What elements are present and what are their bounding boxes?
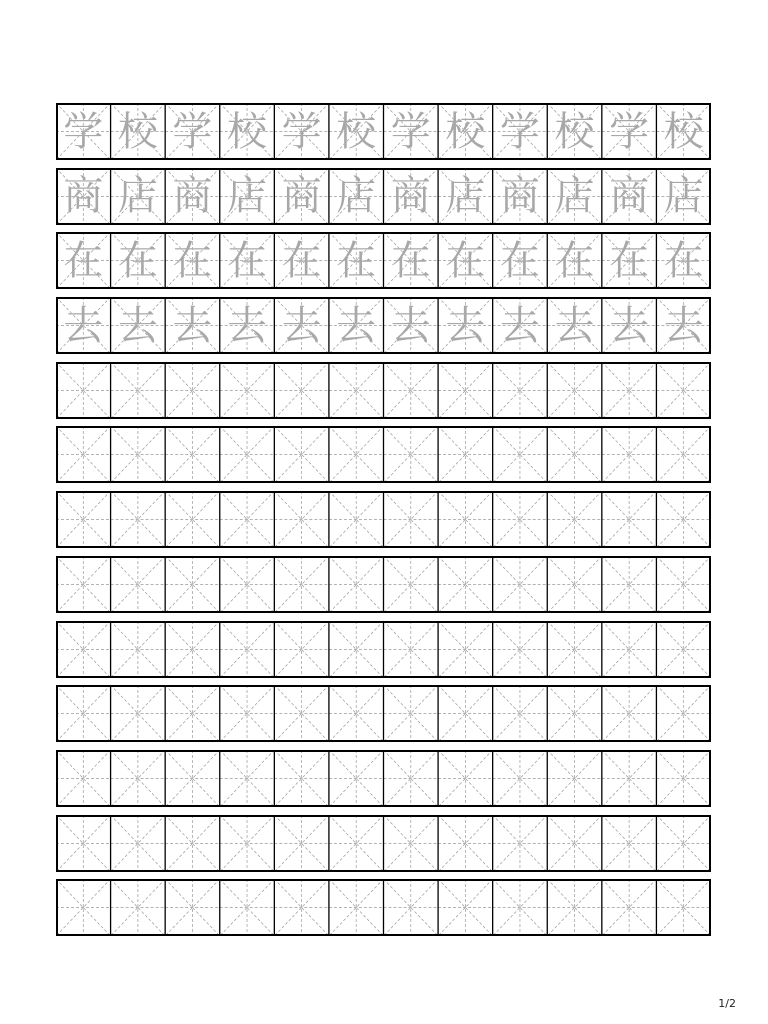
tracing-character: 学 — [281, 108, 322, 155]
tracing-character: 在 — [609, 237, 650, 284]
grid-row-lines — [56, 815, 711, 872]
grid-row — [56, 621, 711, 678]
tracing-character: 校 — [554, 108, 595, 155]
tracing-character: 在 — [63, 237, 104, 284]
grid-row — [56, 103, 711, 160]
grid-row-lines — [56, 879, 711, 936]
tracing-character: 店 — [336, 173, 377, 220]
tracing-character: 学 — [499, 108, 540, 155]
tracing-character: 去 — [445, 302, 486, 349]
tracing-character: 去 — [117, 302, 158, 349]
grid-row — [56, 491, 711, 548]
tracing-character: 商 — [609, 173, 650, 220]
grid-row-lines — [56, 426, 711, 483]
grid-row — [56, 168, 711, 225]
tracing-character: 商 — [63, 173, 104, 220]
tracing-character: 校 — [445, 108, 486, 155]
grid-row — [56, 556, 711, 613]
grid-row — [56, 362, 711, 419]
tracing-character: 店 — [117, 173, 158, 220]
tracing-character: 去 — [390, 302, 431, 349]
grid-row — [56, 685, 711, 742]
tracing-character: 去 — [336, 302, 377, 349]
tracing-character: 在 — [499, 237, 540, 284]
tracing-character: 学 — [390, 108, 431, 155]
tracing-character: 店 — [663, 173, 704, 220]
grid-row — [56, 232, 711, 289]
grid-row-lines — [56, 621, 711, 678]
tracing-character: 店 — [554, 173, 595, 220]
tracing-character: 校 — [117, 108, 158, 155]
tracing-character: 学 — [63, 108, 104, 155]
grid-row — [56, 815, 711, 872]
tracing-character: 去 — [663, 302, 704, 349]
tracing-character: 去 — [63, 302, 104, 349]
tracing-character: 在 — [445, 237, 486, 284]
grid-row — [56, 297, 711, 354]
tracing-character: 校 — [336, 108, 377, 155]
page-number: 1/2 — [718, 997, 736, 1010]
tracing-character: 去 — [499, 302, 540, 349]
tracing-character: 商 — [281, 173, 322, 220]
grid-row-lines — [56, 685, 711, 742]
tracing-character: 在 — [390, 237, 431, 284]
tracing-character: 在 — [663, 237, 704, 284]
tracing-character: 去 — [281, 302, 322, 349]
tracing-character: 在 — [227, 237, 267, 284]
tracing-character: 校 — [227, 108, 267, 155]
tracing-character: 店 — [445, 173, 486, 220]
tracing-character: 去 — [172, 302, 213, 349]
tracing-character: 去 — [554, 302, 595, 349]
tracing-character: 去 — [227, 302, 267, 349]
tracing-character: 学 — [172, 108, 213, 155]
grid-row-lines — [56, 491, 711, 548]
grid-row-lines — [56, 556, 711, 613]
tracing-character: 在 — [117, 237, 158, 284]
tracing-character: 学 — [609, 108, 650, 155]
tracing-character: 商 — [172, 173, 213, 220]
grid-row — [56, 750, 711, 807]
grid-row-lines — [56, 362, 711, 419]
grid-row — [56, 879, 711, 936]
tracing-character: 去 — [609, 302, 650, 349]
practice-grid-sheet — [56, 103, 711, 944]
grid-row — [56, 426, 711, 483]
tracing-character: 在 — [336, 237, 377, 284]
tracing-character: 商 — [390, 173, 431, 220]
grid-row-lines — [56, 750, 711, 807]
tracing-character: 在 — [281, 237, 322, 284]
tracing-character: 商 — [499, 173, 540, 220]
tracing-character: 在 — [554, 237, 595, 284]
tracing-character: 店 — [227, 173, 267, 220]
tracing-character: 在 — [172, 237, 213, 284]
tracing-character: 校 — [663, 108, 704, 155]
